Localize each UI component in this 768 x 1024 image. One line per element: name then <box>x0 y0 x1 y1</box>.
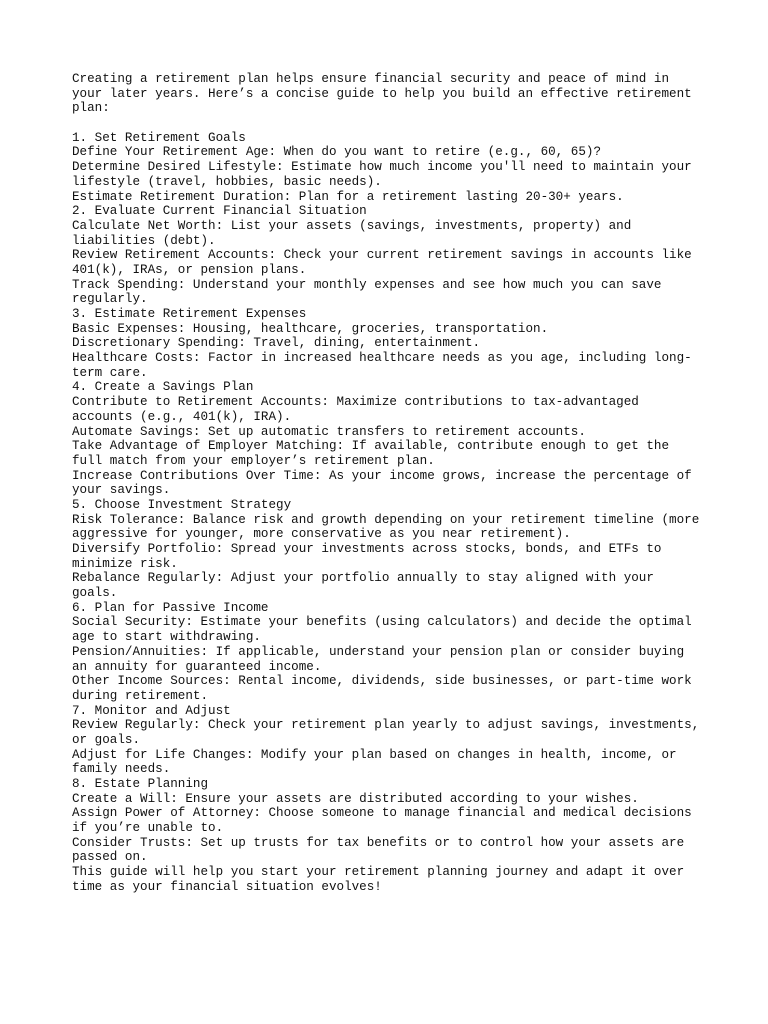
section-line: full match from your employer’s retirement plan. <box>72 453 435 468</box>
section-line: your savings. <box>72 483 171 498</box>
closing-line: This guide will help you start your retirement planning journey and adapt it over <box>72 865 685 880</box>
section-line: Automate Savings: Set up automatic transfers to retirement accounts. <box>72 424 586 439</box>
section-line: Determine Desired Lifestyle: Estimate how much income you'll need to maintain your <box>72 160 692 175</box>
section-line: passed on. <box>72 850 148 865</box>
section-heading: 1. Set Retirement Goals <box>72 130 246 145</box>
section-line: Define Your Retirement Age: When do you want to retire (e.g., 60, 65)? <box>72 145 602 160</box>
section-2 <box>72 204 712 307</box>
section-line: Consider Trusts: Set up trusts for tax benefits or to control how your assets are <box>72 835 685 850</box>
section-3 <box>72 307 712 380</box>
section-heading: 7. Monitor and Adjust <box>72 703 231 718</box>
section-line: Discretionary Spending: Travel, dining, entertainment. <box>72 336 481 351</box>
section-line: Healthcare Costs: Factor in increased healthcare needs as you age, including long- <box>72 351 692 366</box>
section-heading: 3. Estimate Retirement Expenses <box>72 307 307 321</box>
section-line: Assign Power of Attorney: Choose someone to manage financial and medical decisions <box>72 806 692 821</box>
intro-line: plan: <box>72 101 110 116</box>
section-line: lifestyle (travel, hobbies, basic needs). <box>72 174 382 189</box>
section-line: if you’re unable to. <box>72 821 224 836</box>
intro-line: your later years. Here’s a concise guide to help you build an effective retirement <box>72 86 692 101</box>
section-line: Track Spending: Understand your monthly expenses and see how much you can save <box>72 277 662 292</box>
section-line: Take Advantage of Employer Matching: If available, contribute enough to get the <box>72 439 670 454</box>
section-line: Create a Will: Ensure your assets are distributed according to your wishes. <box>72 791 639 806</box>
section-heading: 4. Create a Savings Plan <box>72 380 254 395</box>
section-5 <box>72 498 712 601</box>
section-line: aggressive for younger, more conservative as you near retirement). <box>72 527 571 542</box>
section-line: goals. <box>72 586 118 601</box>
section-line: term care. <box>72 365 148 380</box>
section-line: Contribute to Retirement Accounts: Maximize contributions to tax-advantaged <box>72 395 639 410</box>
section-line: Calculate Net Worth: List your assets (savings, investments, property) and <box>72 218 632 233</box>
section-line: 401(k), IRAs, or pension plans. <box>72 262 307 277</box>
section-heading: 2. Evaluate Current Financial Situation <box>72 204 367 219</box>
section-line: Diversify Portfolio: Spread your investments across stocks, bonds, and ETFs to <box>72 542 662 556</box>
section-heading: 8. Estate Planning <box>72 777 209 791</box>
section-line: age to start withdrawing. <box>72 630 261 645</box>
blank-line <box>72 116 712 131</box>
section-heading: 6. Plan for Passive Income <box>72 600 269 615</box>
closing-line: time as your financial situation evolves! <box>72 879 382 894</box>
section-line: an annuity for guaranteed income. <box>72 659 322 674</box>
section-7 <box>72 704 712 777</box>
closing-paragraph <box>72 865 712 894</box>
section-line: Increase Contributions Over Time: As your income grows, increase the percentage of <box>72 468 692 483</box>
section-line: during retirement. <box>72 688 209 703</box>
section-line: Adjust for Life Changes: Modify your plan based on changes in health, income, or <box>72 747 677 762</box>
section-line: Basic Expenses: Housing, healthcare, groceries, transportation. <box>72 321 549 336</box>
section-line: Other Income Sources: Rental income, dividends, side businesses, or part-time work <box>72 674 692 689</box>
document-page <box>72 72 712 895</box>
section-line: liabilities (debt). <box>72 233 216 248</box>
section-line: regularly. <box>72 292 148 307</box>
section-line: Social Security: Estimate your benefits (using calculators) and decide the optimal <box>72 615 692 630</box>
section-line: minimize risk. <box>72 556 178 571</box>
section-line: family needs. <box>72 762 171 777</box>
section-heading: 5. Choose Investment Strategy <box>72 497 292 512</box>
section-1 <box>72 131 712 204</box>
section-line: Review Regularly: Check your retirement plan yearly to adjust savings, investments, <box>72 718 700 733</box>
section-line: Rebalance Regularly: Adjust your portfolio annually to stay aligned with your <box>72 571 654 586</box>
section-line: Estimate Retirement Duration: Plan for a retirement lasting 20-30+ years. <box>72 189 624 204</box>
section-line: Risk Tolerance: Balance risk and growth depending on your retirement timeline (more <box>72 512 700 527</box>
section-line: or goals. <box>72 732 141 747</box>
section-line: Review Retirement Accounts: Check your current retirement savings in accounts like <box>72 248 692 263</box>
section-4 <box>72 380 712 498</box>
intro-line: Creating a retirement plan helps ensure financial security and peace of mind in <box>72 72 670 86</box>
intro-paragraph <box>72 72 712 116</box>
section-6 <box>72 601 712 704</box>
section-line: Pension/Annuities: If applicable, understand your pension plan or consider buying <box>72 644 685 659</box>
section-line: accounts (e.g., 401(k), IRA). <box>72 409 292 424</box>
section-8 <box>72 777 712 865</box>
